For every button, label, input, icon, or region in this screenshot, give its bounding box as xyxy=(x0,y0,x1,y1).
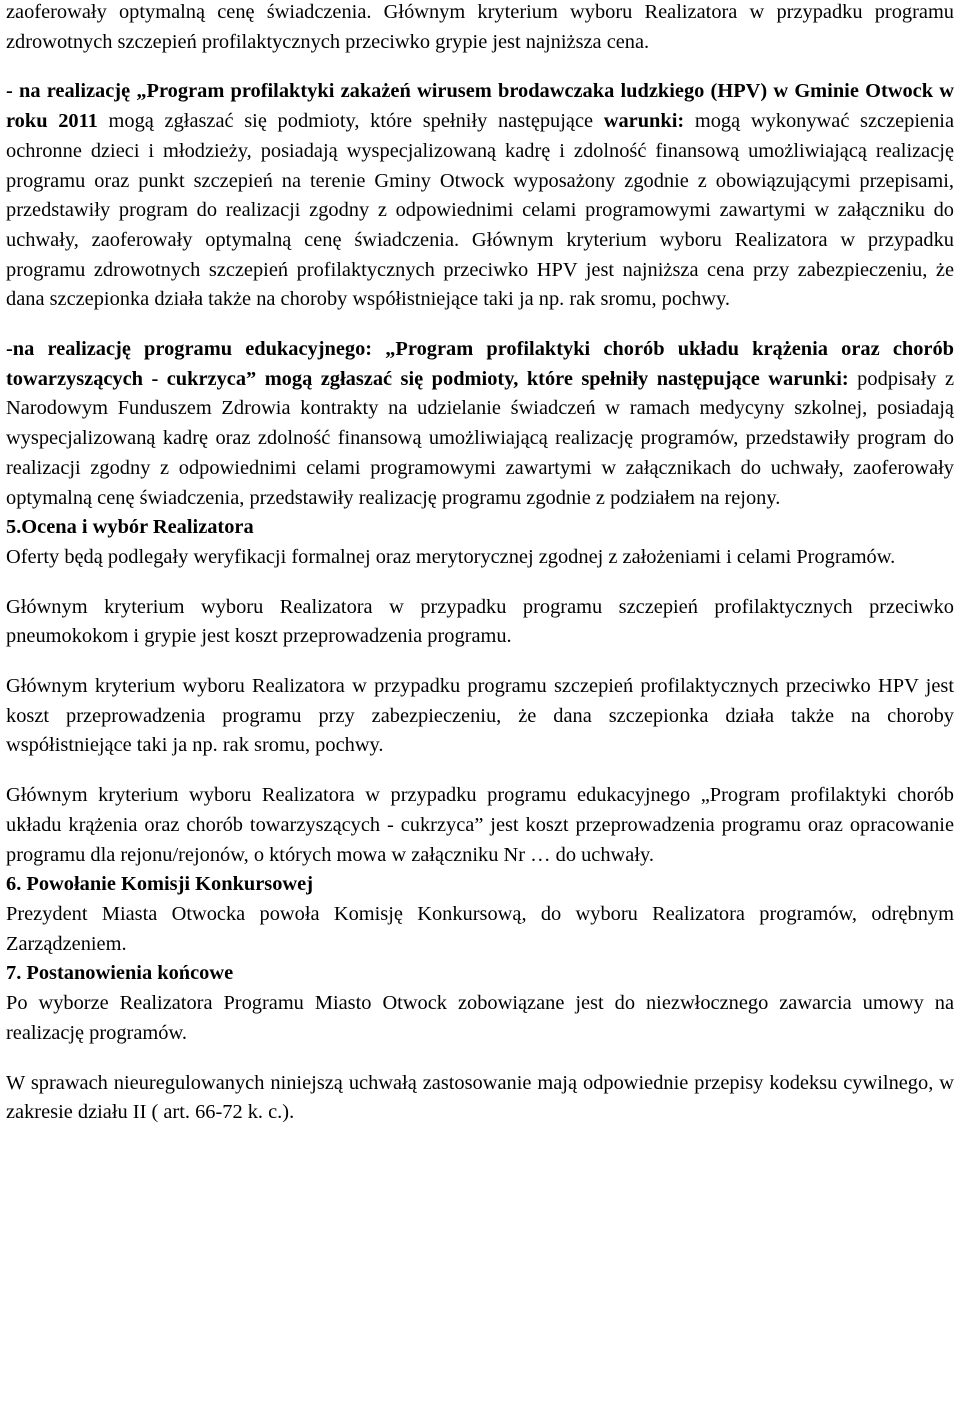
education-program-conditions: podpisały z Narodowym Funduszem Zdrowia kontrakty na udzielanie świadczeń w ramach medycyny szkolnej, posiadają wyspecjalizowaną kadrę oraz zdolność finansową umożliwiającą realizację programów, przedstawiły program do realizacji zgodny z odpowiednimi celami programowymi zawartymi w załącznikach do uchwały, zaoferowały optymalną cenę świadczenia, przedstawiły realizację programu zgodnie z podziałem na rejony. xyxy=(6,367,954,509)
hpv-program-conditions: mogą wykonywać szczepienia ochronne dzieci i młodzieży, posiadają wyspecjalizowaną kadrę i zdolność finansową umożliwiającą realizację programu oraz punkt szczepień na terenie Gminy Otwock wyposażony zgodnie z obowiązującymi przepisami, przedstawiły program do realizacji zgodny z odpowiednimi celami programowymi zawartymi w załączniku do uchwały, zaoferowały optymalną cenę świadczenia. Głównym kryterium wyboru Realizatora w przypadku programu zdrowotnych szczepień profilaktycznych przeciwko HPV jest najniższa cena przy zabezpieczeniu, że dana szczepionka działa także na choroby współistniejące taki ja np. rak sromu, pochwy. xyxy=(6,110,954,311)
section-5-paragraph-2: Głównym kryterium wyboru Realizatora w przypadku programu szczepień profilaktycznych przeciwko pneumokokom i grypie jest koszt przeprowadzenia programu. xyxy=(6,595,954,648)
section-7-heading: 7. Postanowienia końcowe xyxy=(6,962,234,985)
paragraph-grypa-criterion: zaoferowały optymalną cenę świadczenia. Głównym kryterium wyboru Realizatora w przypadku programu zdrowotnych szczepień profilaktycznych przeciwko grypie jest najniższa cena. xyxy=(6,1,954,53)
section-5-heading: 5.Ocena i wybór Realizatora xyxy=(6,516,254,539)
section-5-paragraph-4: Głównym kryterium wyboru Realizatora w przypadku programu edukacyjnego „Program profilaktyki chorób układu krążenia oraz chorób towarzyszących - cukrzyca” jest koszt przeprowadzenia programu oraz opracowanie programu dla rejonu/rejonów, o których mowa w załączniku Nr … do uchwały. xyxy=(6,784,954,866)
paragraph-hpv-program xyxy=(6,77,954,315)
hpv-program-intro: mogą zgłaszać się podmioty, które spełniły następujące xyxy=(97,110,604,133)
section-7-paragraph-1: Po wyborze Realizatora Programu Miasto Otwock zobowiązane jest do niezwłocznego zawarcia umowy na realizację programów. xyxy=(6,992,954,1044)
section-6-paragraph-1: Prezydent Miasta Otwocka powoła Komisję Konkursową, do wyboru Realizatora programów, odrębnym Zarządzeniem. xyxy=(6,902,954,955)
hpv-program-conditions-label: warunki: xyxy=(603,110,685,133)
section-5-paragraph-3: Głównym kryterium wyboru Realizatora w przypadku programu szczepień profilaktycznych przeciwko HPV jest koszt przeprowadzenia programu przy zabezpieczeniu, że dana szczepionka działa także na choroby współistniejące taki ja np. rak sromu, pochwy. xyxy=(6,675,954,757)
hpv-program-title: - na realizację „Program profilaktyki zakażeń wirusem brodawczaka ludzkiego (HPV) w Gminie Otwock w roku 2011 xyxy=(6,80,954,133)
education-program-title: -na realizację programu edukacyjnego: „Program profilaktyki chorób układu krążenia oraz chorób towarzyszących - cukrzyca” mogą zgłaszać się podmioty, które spełniły następujące warunki: xyxy=(6,338,954,390)
section-5-paragraph-1: Oferty będą podlegały weryfikacji formalnej oraz merytorycznej zgodnej z założeniami i celami Programów. xyxy=(6,545,896,568)
document-page xyxy=(6,0,954,1128)
section-6-heading: 6. Powołanie Komisji Konkursowej xyxy=(6,873,313,896)
paragraph-education-program xyxy=(6,335,954,513)
section-7-paragraph-2: W sprawach nieuregulowanych niniejszą uchwałą zastosowanie mają odpowiednie przepisy kodeksu cywilnego, w zakresie działu II ( art. 66-72 k. c.). xyxy=(6,1071,954,1124)
